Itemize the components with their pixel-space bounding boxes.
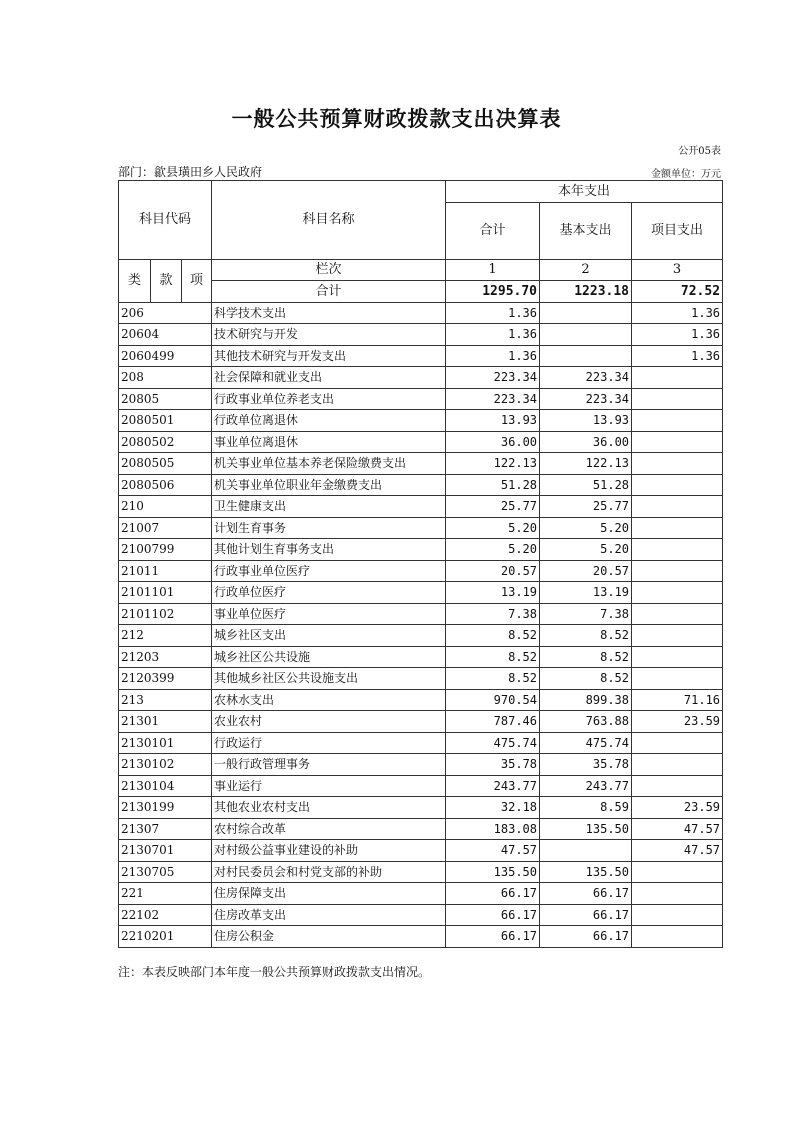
row-basic: 66.17 (540, 883, 632, 905)
table-row (119, 560, 723, 582)
table-row (119, 818, 723, 840)
row-name: 住房改革支出 (212, 904, 446, 926)
row-total: 223.34 (446, 388, 540, 410)
row-project: 1.36 (632, 302, 723, 324)
row-basic: 66.17 (540, 926, 632, 948)
table-row (119, 582, 723, 604)
row-code: 21007 (119, 517, 212, 539)
row-code: 2060499 (119, 345, 212, 367)
table-row (119, 926, 723, 948)
table-row (119, 539, 723, 561)
header-current-year: 本年支出 (446, 181, 723, 203)
header-total: 合计 (446, 202, 540, 259)
row-name: 农村综合改革 (212, 818, 446, 840)
row-project (632, 517, 723, 539)
row-name: 行政事业单位养老支出 (212, 388, 446, 410)
row-code: 2210201 (119, 926, 212, 948)
row-name: 对村民委员会和村党支部的补助 (212, 861, 446, 883)
row-basic: 20.57 (540, 560, 632, 582)
row-total: 5.20 (446, 517, 540, 539)
row-code: 212 (119, 625, 212, 647)
header-project: 项目支出 (632, 202, 723, 259)
row-code: 21301 (119, 711, 212, 733)
row-project: 71.16 (632, 689, 723, 711)
row-code: 20604 (119, 324, 212, 346)
table-row (119, 517, 723, 539)
row-name: 一般行政管理事务 (212, 754, 446, 776)
row-code: 21011 (119, 560, 212, 582)
row-project: 23.59 (632, 711, 723, 733)
row-project (632, 668, 723, 690)
row-code: 2080505 (119, 453, 212, 475)
row-name: 农业农村 (212, 711, 446, 733)
row-basic: 5.20 (540, 517, 632, 539)
row-code: 2080506 (119, 474, 212, 496)
row-name: 科学技术支出 (212, 302, 446, 324)
row-total: 36.00 (446, 431, 540, 453)
table-row (119, 431, 723, 453)
row-total: 787.46 (446, 711, 540, 733)
table-row (119, 732, 723, 754)
table-row (119, 797, 723, 819)
row-total: 183.08 (446, 818, 540, 840)
table-row (119, 711, 723, 733)
row-project (632, 496, 723, 518)
row-total: 66.17 (446, 904, 540, 926)
footnote: 注：本表反映部门本年度一般公共预算财政拨款支出情况。 (118, 965, 431, 979)
row-project (632, 732, 723, 754)
row-project (632, 603, 723, 625)
row-basic: 5.20 (540, 539, 632, 561)
row-name: 农林水支出 (212, 689, 446, 711)
row-code: 21203 (119, 646, 212, 668)
header-name: 科目名称 (212, 181, 446, 260)
header-kuan: 款 (151, 259, 182, 302)
table-row (119, 646, 723, 668)
row-project (632, 474, 723, 496)
row-code: 21307 (119, 818, 212, 840)
table-row (119, 668, 723, 690)
row-project: 47.57 (632, 818, 723, 840)
row-total: 51.28 (446, 474, 540, 496)
row-name: 事业运行 (212, 775, 446, 797)
row-basic: 899.38 (540, 689, 632, 711)
expenditure-table (118, 180, 723, 948)
row-basic: 66.17 (540, 904, 632, 926)
row-total: 20.57 (446, 560, 540, 582)
row-code: 213 (119, 689, 212, 711)
row-basic: 135.50 (540, 861, 632, 883)
row-name: 城乡社区公共设施 (212, 646, 446, 668)
row-project (632, 582, 723, 604)
table-row (119, 367, 723, 389)
table-row (119, 302, 723, 324)
row-code: 206 (119, 302, 212, 324)
row-basic: 51.28 (540, 474, 632, 496)
row-basic: 135.50 (540, 818, 632, 840)
row-name: 事业单位医疗 (212, 603, 446, 625)
row-basic: 763.88 (540, 711, 632, 733)
row-total: 8.52 (446, 625, 540, 647)
row-total: 5.20 (446, 539, 540, 561)
row-code: 208 (119, 367, 212, 389)
row-basic: 8.59 (540, 797, 632, 819)
header-code: 科目代码 (119, 181, 212, 260)
page-title: 一般公共预算财政拨款支出决算表 (231, 106, 562, 131)
row-total: 122.13 (446, 453, 540, 475)
sum-project: 72.52 (632, 281, 723, 303)
row-basic: 8.52 (540, 625, 632, 647)
table-row (119, 775, 723, 797)
table-row (119, 345, 723, 367)
row-total: 243.77 (446, 775, 540, 797)
row-project: 1.36 (632, 324, 723, 346)
row-total: 970.54 (446, 689, 540, 711)
row-code: 2130705 (119, 861, 212, 883)
row-name: 计划生育事务 (212, 517, 446, 539)
row-total: 7.38 (446, 603, 540, 625)
header-xiang: 项 (182, 259, 212, 302)
sum-total: 1295.70 (446, 281, 540, 303)
row-name: 机关事业单位职业年金缴费支出 (212, 474, 446, 496)
row-project (632, 453, 723, 475)
row-name: 对村级公益事业建设的补助 (212, 840, 446, 862)
row-name: 技术研究与开发 (212, 324, 446, 346)
table-row (119, 904, 723, 926)
row-basic: 13.19 (540, 582, 632, 604)
table-row (119, 453, 723, 475)
table-row (119, 410, 723, 432)
row-total: 25.77 (446, 496, 540, 518)
row-code: 2130701 (119, 840, 212, 862)
row-code: 2100799 (119, 539, 212, 561)
row-basic: 243.77 (540, 775, 632, 797)
row-code: 2130102 (119, 754, 212, 776)
row-total: 8.52 (446, 646, 540, 668)
row-basic (540, 302, 632, 324)
row-project (632, 539, 723, 561)
row-name: 其他农业农村支出 (212, 797, 446, 819)
row-code: 22102 (119, 904, 212, 926)
row-basic: 13.93 (540, 410, 632, 432)
row-name: 事业单位离退休 (212, 431, 446, 453)
row-basic (540, 324, 632, 346)
row-code: 2080502 (119, 431, 212, 453)
row-total: 13.19 (446, 582, 540, 604)
row-project: 1.36 (632, 345, 723, 367)
table-row (119, 840, 723, 862)
row-code: 221 (119, 883, 212, 905)
row-project (632, 775, 723, 797)
header-lei: 类 (119, 259, 151, 302)
row-total: 8.52 (446, 668, 540, 690)
row-code: 2101101 (119, 582, 212, 604)
row-basic: 36.00 (540, 431, 632, 453)
table-row (119, 754, 723, 776)
row-project: 23.59 (632, 797, 723, 819)
row-project (632, 926, 723, 948)
table-row (119, 474, 723, 496)
row-total: 223.34 (446, 367, 540, 389)
unit-label: 金额单位：万元 (651, 169, 721, 180)
row-code: 20805 (119, 388, 212, 410)
table-row (119, 883, 723, 905)
row-total: 13.93 (446, 410, 540, 432)
header-column-label: 栏次 (212, 259, 446, 281)
row-name: 其他城乡社区公共设施支出 (212, 668, 446, 690)
table-row (119, 496, 723, 518)
row-project (632, 904, 723, 926)
row-project (632, 625, 723, 647)
row-name: 行政运行 (212, 732, 446, 754)
row-name: 住房保障支出 (212, 883, 446, 905)
row-project (632, 861, 723, 883)
row-project (632, 410, 723, 432)
row-basic: 122.13 (540, 453, 632, 475)
row-code: 2080501 (119, 410, 212, 432)
row-total: 66.17 (446, 926, 540, 948)
sum-label: 合计 (212, 281, 446, 303)
row-code: 2120399 (119, 668, 212, 690)
row-basic (540, 840, 632, 862)
row-name: 其他技术研究与开发支出 (212, 345, 446, 367)
row-code: 2130199 (119, 797, 212, 819)
table-row (119, 603, 723, 625)
row-basic: 223.34 (540, 367, 632, 389)
row-project (632, 431, 723, 453)
table-row (119, 324, 723, 346)
row-name: 社会保障和就业支出 (212, 367, 446, 389)
header-col3: 3 (632, 259, 723, 281)
row-code: 210 (119, 496, 212, 518)
row-project (632, 883, 723, 905)
table-row (119, 689, 723, 711)
row-basic: 25.77 (540, 496, 632, 518)
row-total: 475.74 (446, 732, 540, 754)
row-basic: 35.78 (540, 754, 632, 776)
row-project (632, 646, 723, 668)
table-row (119, 625, 723, 647)
row-project (632, 367, 723, 389)
row-total: 1.36 (446, 345, 540, 367)
row-project (632, 388, 723, 410)
department-label: 部门：歙县璜田乡人民政府 (118, 165, 263, 179)
table-row (119, 861, 723, 883)
row-basic: 475.74 (540, 732, 632, 754)
row-basic: 223.34 (540, 388, 632, 410)
row-project (632, 754, 723, 776)
row-project (632, 560, 723, 582)
row-name: 其他计划生育事务支出 (212, 539, 446, 561)
row-project: 47.57 (632, 840, 723, 862)
row-code: 2130101 (119, 732, 212, 754)
form-number: 公开05表 (678, 146, 721, 157)
row-name: 行政事业单位医疗 (212, 560, 446, 582)
row-basic: 8.52 (540, 646, 632, 668)
row-total: 1.36 (446, 324, 540, 346)
row-basic: 8.52 (540, 668, 632, 690)
row-code: 2130104 (119, 775, 212, 797)
row-name: 行政单位离退休 (212, 410, 446, 432)
row-total: 32.18 (446, 797, 540, 819)
row-name: 行政单位医疗 (212, 582, 446, 604)
row-total: 135.50 (446, 861, 540, 883)
row-total: 66.17 (446, 883, 540, 905)
row-total: 1.36 (446, 302, 540, 324)
sum-basic: 1223.18 (540, 281, 632, 303)
row-name: 住房公积金 (212, 926, 446, 948)
header-col2: 2 (540, 259, 632, 281)
row-name: 机关事业单位基本养老保险缴费支出 (212, 453, 446, 475)
row-name: 城乡社区支出 (212, 625, 446, 647)
row-total: 35.78 (446, 754, 540, 776)
header-basic: 基本支出 (540, 202, 632, 259)
row-total: 47.57 (446, 840, 540, 862)
row-basic (540, 345, 632, 367)
header-col1: 1 (446, 259, 540, 281)
row-code: 2101102 (119, 603, 212, 625)
row-basic: 7.38 (540, 603, 632, 625)
row-name: 卫生健康支出 (212, 496, 446, 518)
table-row (119, 388, 723, 410)
